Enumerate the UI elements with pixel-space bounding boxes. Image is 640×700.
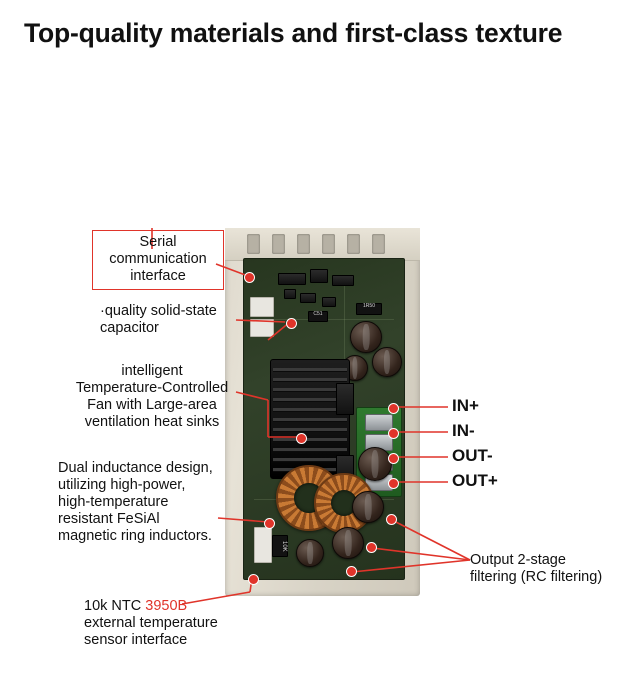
capacitor-line-2: capacitor xyxy=(100,320,159,337)
ntc-prefix: 10k NTC xyxy=(84,598,146,614)
vent-slot xyxy=(372,234,385,254)
vent-slot xyxy=(247,234,260,254)
vent-slot xyxy=(297,234,310,254)
filter-line-2: filtering (RC filtering) xyxy=(470,569,603,586)
ntc-line-3: sensor interface xyxy=(84,632,188,649)
terminal-label-out-plus: OUT+ xyxy=(452,471,498,490)
annotation-serial-interface xyxy=(92,230,224,290)
pcb xyxy=(243,258,405,580)
inductor-line-1: Dual inductance design, xyxy=(58,460,213,476)
ntc-line-1 xyxy=(84,598,274,615)
ic-chip xyxy=(278,273,306,285)
leader-dot xyxy=(244,272,255,283)
fan-line-2: Temperature-Controlled xyxy=(75,380,229,397)
annotation-ntc-sensor xyxy=(84,598,274,649)
serial-line-1: Serial xyxy=(139,234,177,250)
output-capacitor xyxy=(332,527,364,559)
leader-dot xyxy=(296,433,307,444)
capacitor-line-1: ·quality solid-state xyxy=(100,303,217,319)
serial-header-2 xyxy=(250,319,274,337)
leader-dot xyxy=(366,542,377,553)
case-lid xyxy=(225,228,420,261)
inductor-line-3: high-temperature xyxy=(58,494,169,511)
fan-line-3: Fan with Large-area xyxy=(87,397,217,414)
inductor-line-4: resistant FeSiAl xyxy=(58,511,160,528)
leader-dot xyxy=(388,478,399,489)
filter-line-1: Output 2-stage xyxy=(470,552,566,568)
terminal-label-in-plus: IN+ xyxy=(452,396,479,415)
inductor-line-2: utilizing high-power, xyxy=(58,477,186,494)
fan-line-1: intelligent xyxy=(121,363,183,379)
ntc-code: 3950B xyxy=(145,598,188,614)
electrolytic-capacitor xyxy=(372,347,402,377)
annotation-solid-state-capacitor xyxy=(100,303,250,337)
annotation-inductors xyxy=(58,460,238,546)
ntc-silk-marking: 10K xyxy=(272,535,288,557)
serial-line-3: interface xyxy=(130,268,186,285)
output-capacitor xyxy=(358,447,392,481)
leader-dot xyxy=(388,403,399,414)
leader-dot xyxy=(286,318,297,329)
inductor-line-5: magnetic ring inductors. xyxy=(58,528,212,545)
leader-dot xyxy=(386,514,397,525)
mosfet xyxy=(336,383,354,415)
page-title: Top-quality materials and first-class texture xyxy=(24,18,563,48)
leader-dot xyxy=(388,428,399,439)
output-capacitor xyxy=(296,539,324,567)
smd-part xyxy=(322,297,336,307)
smd-part xyxy=(284,289,296,299)
capacitor-marking: C51 xyxy=(308,311,328,322)
vent-slot xyxy=(322,234,335,254)
leader-dot xyxy=(346,566,357,577)
ic-chip xyxy=(332,275,354,286)
leader-dot xyxy=(388,453,399,464)
smd-part xyxy=(300,293,316,303)
ic-chip xyxy=(310,269,328,283)
ntc-line-2: external temperature xyxy=(84,615,218,632)
serial-header xyxy=(250,297,274,317)
annotation-fan xyxy=(62,363,242,431)
output-capacitor xyxy=(352,491,384,523)
annotation-output-filtering xyxy=(470,552,630,586)
fan-line-4: ventilation heat sinks xyxy=(84,414,220,431)
leader-dot xyxy=(248,574,259,585)
vent-slot xyxy=(347,234,360,254)
terminal-label-in-minus: IN- xyxy=(452,421,475,440)
leader-dot xyxy=(264,518,275,529)
serial-line-2: communication xyxy=(109,251,207,268)
ntc-connector xyxy=(254,527,272,563)
vent-slot xyxy=(272,234,285,254)
electrolytic-capacitor xyxy=(350,321,382,353)
terminal-label-out-minus: OUT- xyxy=(452,446,493,465)
resistor-marking: 1R50 xyxy=(356,303,382,315)
